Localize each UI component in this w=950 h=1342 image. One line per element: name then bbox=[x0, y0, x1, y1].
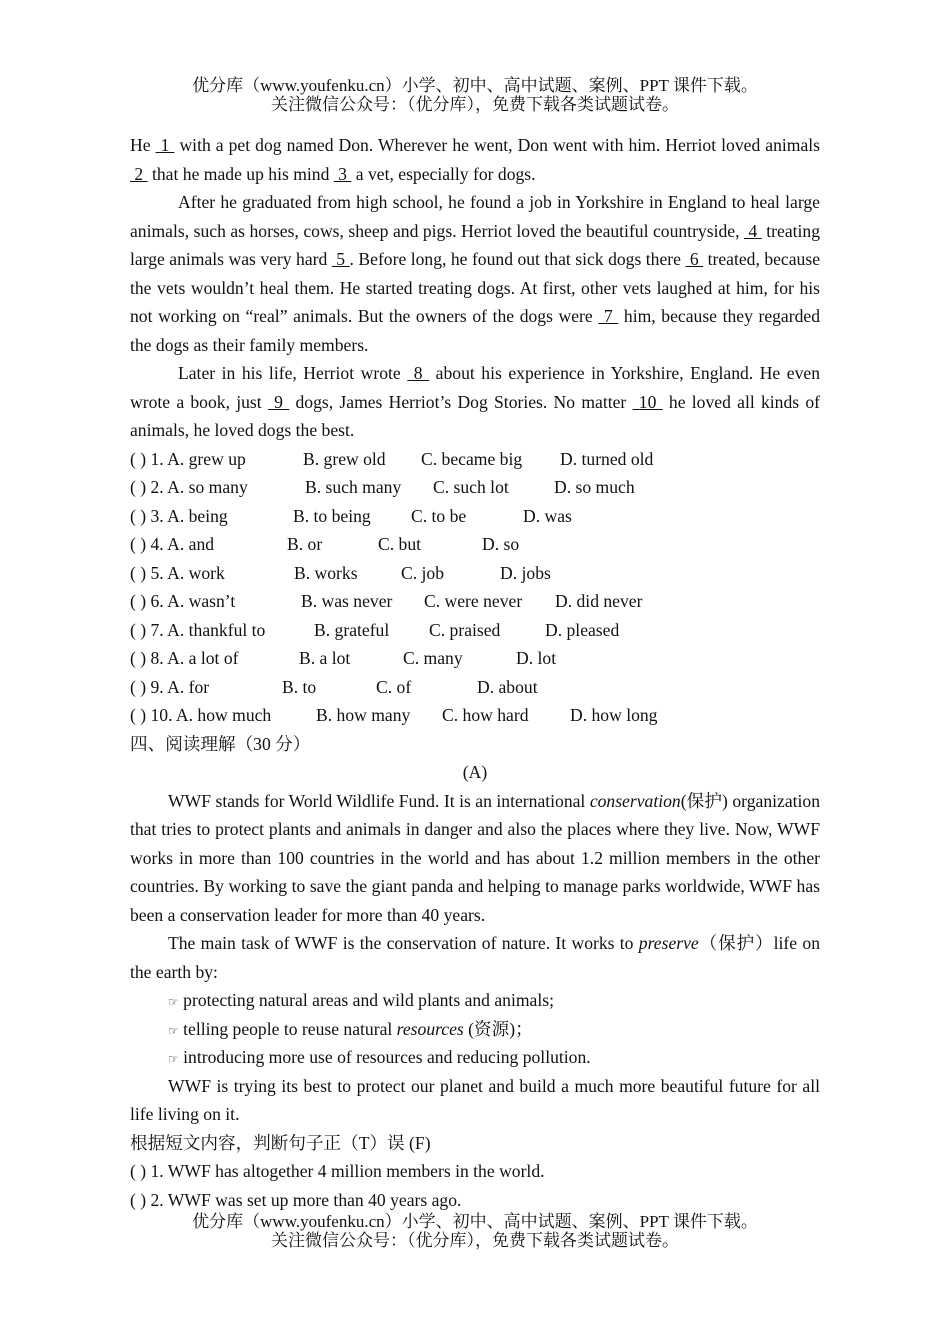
option-d: D. so much bbox=[554, 477, 635, 497]
option-a: ( ) 9. A. for bbox=[130, 676, 210, 697]
option-d: D. pleased bbox=[545, 619, 620, 640]
instruction: 根据短文内容，判断句子正（T）误 (F) bbox=[130, 1132, 431, 1153]
pointing-hand-icon: ☞ bbox=[168, 1023, 179, 1038]
option-c: C. job bbox=[401, 562, 445, 583]
italic-term: preserve bbox=[638, 933, 699, 953]
question-row bbox=[130, 502, 820, 531]
text: he loved all kinds of animals, he loved dogs the best. bbox=[130, 391, 821, 440]
passage-label: (A) bbox=[462, 762, 488, 782]
option-c: C. such lot bbox=[433, 477, 509, 497]
text: (资源)； bbox=[463, 1018, 533, 1039]
blank-3: 3 bbox=[333, 163, 352, 184]
question-row bbox=[130, 530, 820, 559]
text: with a pet dog named Don. Wherever he went, Don went with him. Herriot loved animals bbox=[174, 135, 820, 155]
option-b: B. grew old bbox=[303, 448, 386, 469]
text: about his experience in Yorkshire, England. He even wrote a book, just bbox=[130, 363, 820, 412]
blank-1: 1 bbox=[155, 135, 175, 155]
header-line-2: 关注微信公众号：（优分库），免费下载各类试题试卷。 bbox=[271, 95, 679, 114]
blank-10: 10 bbox=[632, 391, 663, 412]
option-d: D. lot bbox=[516, 648, 557, 668]
option-b: B. a lot bbox=[299, 648, 351, 668]
footer-line-2: 关注微信公众号：（优分库），免费下载各类试题试卷。 bbox=[271, 1231, 679, 1250]
bullet-item bbox=[130, 1015, 820, 1044]
passage-paragraph-3: WWF is trying its best to protect our planet and build a much more beautiful future for all life living on it. bbox=[130, 1075, 820, 1124]
text: protecting natural areas and wild plants and animals; bbox=[178, 990, 554, 1010]
blank-4: 4 bbox=[743, 220, 762, 241]
text: The main task of WWF is the conservation of nature. It works to bbox=[168, 933, 639, 953]
question-row bbox=[130, 587, 820, 616]
option-a: ( ) 1. A. grew up bbox=[130, 448, 246, 469]
text: that he made up his mind bbox=[147, 163, 334, 184]
option-d: D. turned old bbox=[560, 448, 654, 469]
option-a: ( ) 6. A. wasn’t bbox=[130, 591, 236, 611]
option-d: D. did never bbox=[555, 591, 643, 611]
question-row bbox=[130, 616, 820, 645]
option-b: B. works bbox=[294, 562, 358, 583]
text: dogs, James Herriot’s Dog Stories. No matter bbox=[289, 391, 633, 412]
question-row bbox=[130, 644, 820, 673]
blank-7: 7 bbox=[598, 306, 619, 326]
footer-line-1: 优分库（www.youfenku.cn）小学、初中、高中试题、案例、PPT 课件下载。 bbox=[192, 1212, 758, 1231]
cloze-paragraph-1 bbox=[130, 131, 820, 188]
option-c: C. of bbox=[376, 676, 412, 697]
option-b: B. was never bbox=[301, 591, 393, 611]
question-row bbox=[130, 701, 820, 730]
option-b: B. grateful bbox=[314, 619, 390, 640]
italic-term: resources bbox=[396, 1018, 464, 1039]
option-a: ( ) 4. A. and bbox=[130, 534, 215, 554]
option-d: D. about bbox=[477, 676, 538, 697]
bullet-item bbox=[130, 986, 820, 1015]
blank-8: 8 bbox=[407, 363, 430, 383]
text: a vet, especially for dogs. bbox=[351, 163, 536, 184]
question-row bbox=[130, 673, 820, 702]
option-b: B. or bbox=[287, 534, 323, 554]
text: him, because they regarded the dogs as their family members. bbox=[130, 306, 820, 355]
passage-paragraph-2 bbox=[130, 929, 820, 986]
passage-paragraph-1 bbox=[130, 787, 820, 930]
text: . Before long, he found out that sick dogs there bbox=[349, 249, 686, 269]
option-c: C. but bbox=[378, 534, 422, 554]
bullet-item bbox=[130, 1043, 820, 1072]
option-b: B. to being bbox=[293, 505, 371, 526]
question-row bbox=[130, 473, 820, 502]
option-b: B. to bbox=[282, 676, 317, 697]
text: treating large animals was very hard bbox=[130, 220, 820, 269]
option-c: C. to be bbox=[411, 505, 467, 526]
pointing-hand-icon: ☞ bbox=[168, 1052, 179, 1066]
option-a: ( ) 2. A. so many bbox=[130, 477, 248, 497]
option-a: ( ) 3. A. being bbox=[130, 505, 228, 526]
cloze-paragraph-2 bbox=[130, 188, 820, 359]
text: telling people to reuse natural bbox=[178, 1018, 397, 1039]
option-a: ( ) 8. A. a lot of bbox=[130, 648, 239, 668]
tf-question: ( ) 2. WWF was set up more than 40 years ago. bbox=[130, 1189, 462, 1210]
question-row bbox=[130, 445, 820, 474]
option-b: B. such many bbox=[305, 477, 402, 497]
text: WWF stands for World Wildlife Fund. It is an international bbox=[168, 790, 590, 811]
text: (保护) organization that tries to protect plants and animals in danger and also the places where they live. Now, WWF works in more than 100 countries in the world and has about 1.2 million members in the other countries. By working to save the giant panda and helping to manage parks worldwide, WWF has been a conservation leader for more than 40 years. bbox=[130, 790, 820, 925]
page-header bbox=[0, 76, 950, 114]
cloze-paragraph-3 bbox=[130, 359, 820, 445]
option-c: C. praised bbox=[429, 619, 501, 640]
page-footer bbox=[0, 1212, 950, 1250]
question-list bbox=[130, 445, 820, 730]
section-title: 四、阅读理解（30 分） bbox=[130, 733, 311, 754]
option-a: ( ) 5. A. work bbox=[130, 562, 225, 583]
text: introducing more use of resources and reducing pollution. bbox=[178, 1047, 591, 1067]
blank-5: 5 bbox=[331, 249, 350, 269]
option-c: C. how hard bbox=[442, 705, 529, 725]
text: treated, because the vets wouldn’t heal them. He started treating dogs. At first, other vets laughed at him, for his not working on “real” animals. But the owners of the dogs were bbox=[130, 249, 821, 326]
question-row bbox=[130, 559, 820, 588]
text: He bbox=[130, 135, 156, 155]
option-d: D. how long bbox=[570, 705, 658, 725]
option-a: ( ) 7. A. thankful to bbox=[130, 619, 266, 640]
blank-2: 2 bbox=[130, 163, 148, 184]
text: （保护）life on the earth by: bbox=[130, 933, 820, 982]
option-b: B. how many bbox=[316, 705, 411, 725]
option-a: ( ) 10. A. how much bbox=[130, 705, 272, 725]
blank-6: 6 bbox=[685, 249, 704, 269]
option-c: C. became big bbox=[421, 448, 523, 469]
text: After he graduated from high school, he found a job in Yorkshire in England to heal large animals, such as horses, cows, sheep and pigs. Herriot loved the beautiful countryside, bbox=[130, 192, 820, 241]
option-d: D. was bbox=[523, 505, 572, 526]
option-c: C. were never bbox=[424, 591, 523, 611]
option-d: D. so bbox=[482, 534, 520, 554]
document-body bbox=[130, 131, 820, 1214]
header-line-1: 优分库（www.youfenku.cn）小学、初中、高中试题、案例、PPT 课件下载。 bbox=[192, 76, 758, 95]
tf-question: ( ) 1. WWF has altogether 4 million members in the world. bbox=[130, 1161, 545, 1181]
pointing-hand-icon: ☞ bbox=[168, 995, 179, 1009]
blank-9: 9 bbox=[267, 391, 290, 412]
option-d: D. jobs bbox=[500, 562, 551, 583]
text: Later in his life, Herriot wrote bbox=[178, 363, 408, 383]
option-c: C. many bbox=[403, 648, 463, 668]
italic-term: conservation bbox=[589, 790, 681, 811]
